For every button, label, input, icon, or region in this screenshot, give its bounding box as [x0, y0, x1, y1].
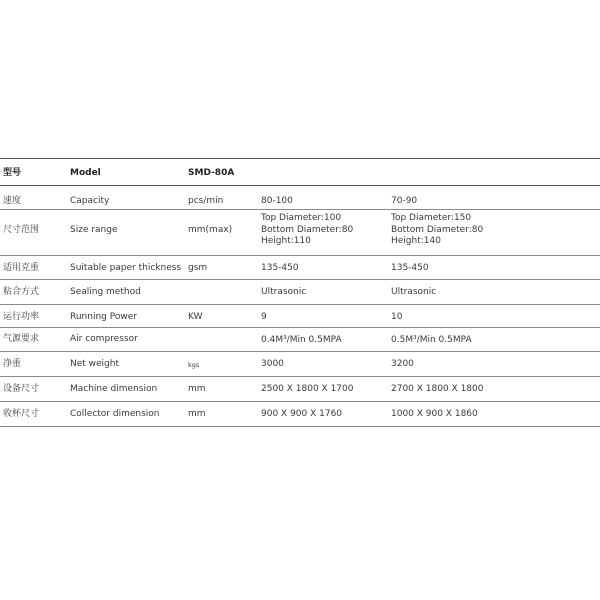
- table-row: [0, 186, 600, 209]
- row-unit: KW: [188, 312, 203, 322]
- row-value-1: 0.4M³/Min 0.5MPA: [261, 335, 342, 345]
- row-cn-label: 尺寸范围: [3, 225, 40, 235]
- row-value-1: 9: [261, 312, 267, 322]
- table-row: [0, 328, 600, 351]
- row-cn-label: 收杯尺寸: [3, 409, 40, 419]
- row-value-1: 3000: [261, 359, 284, 369]
- row-value-2-line-1: Top Diameter:150: [391, 213, 472, 223]
- row-value-1: 135-450: [261, 263, 299, 273]
- row-unit: kgs: [188, 361, 200, 369]
- row-en-label: Machine dimension: [70, 384, 158, 394]
- table-row: [0, 377, 600, 401]
- row-value-2-line-2: Bottom Diameter:80: [391, 224, 484, 235]
- row-cn-label: 设备尺寸: [3, 384, 40, 394]
- row-unit: mm: [188, 384, 206, 394]
- row-value-1: 900 X 900 X 1760: [261, 409, 343, 419]
- row-cn-label: 气源要求: [3, 334, 40, 344]
- row-value-1-line-2: Bottom Diameter:80: [261, 224, 354, 235]
- row-cn-label: 运行功率: [3, 312, 40, 322]
- row-value-2: 135-450: [391, 263, 429, 273]
- table-row: [0, 305, 600, 327]
- row-value-1: 80-100: [261, 196, 293, 206]
- table-bottom-rule: [0, 426, 600, 427]
- row-value-1-line-1: Top Diameter:100: [261, 213, 342, 223]
- row-cn-label: 适用克重: [3, 263, 40, 273]
- table-row: [0, 210, 600, 255]
- header-en-label: Model: [70, 168, 101, 178]
- row-en-label: Capacity: [70, 196, 110, 206]
- row-value-2: 10: [391, 312, 403, 322]
- spec-table: [0, 158, 600, 427]
- row-value-1-line-3: Height:110: [261, 236, 311, 246]
- row-en-label: Collector dimension: [70, 409, 160, 419]
- row-value-2: 2700 X 1800 X 1800: [391, 384, 484, 394]
- table-row: [0, 352, 600, 376]
- row-en-label: Sealing method: [70, 287, 141, 297]
- table-row: [0, 280, 600, 304]
- row-en-label: Suitable paper thickness: [70, 263, 182, 273]
- row-en-label: Net weight: [70, 359, 120, 369]
- row-cn-label: 粘合方式: [3, 287, 40, 297]
- header-cn-label: 型号: [3, 168, 22, 178]
- row-value-2: Ultrasonic: [391, 287, 437, 297]
- row-en-label: Air compressor: [70, 334, 138, 344]
- row-unit: pcs/min: [188, 196, 224, 206]
- row-cn-label: 速度: [3, 196, 22, 206]
- row-value-2-line-3: Height:140: [391, 236, 441, 246]
- row-unit: gsm: [188, 263, 208, 273]
- row-unit: mm(max): [188, 225, 233, 235]
- row-value-1: Ultrasonic: [261, 287, 307, 297]
- row-value-2: 3200: [391, 359, 414, 369]
- row-en-label: Size range: [70, 225, 118, 235]
- table-row: [0, 402, 600, 426]
- table-header-row: [0, 159, 600, 185]
- row-unit: mm: [188, 409, 206, 419]
- table-row: [0, 256, 600, 279]
- row-value-1: 2500 X 1800 X 1700: [261, 384, 354, 394]
- row-en-label: Running Power: [70, 312, 137, 322]
- row-value-2: 0.5M³/Min 0.5MPA: [391, 335, 472, 345]
- row-cn-label: 净重: [3, 359, 22, 369]
- header-model-value: SMD-80A: [188, 168, 235, 178]
- row-value-2: 70-90: [391, 196, 418, 206]
- row-value-2: 1000 X 900 X 1860: [391, 409, 478, 419]
